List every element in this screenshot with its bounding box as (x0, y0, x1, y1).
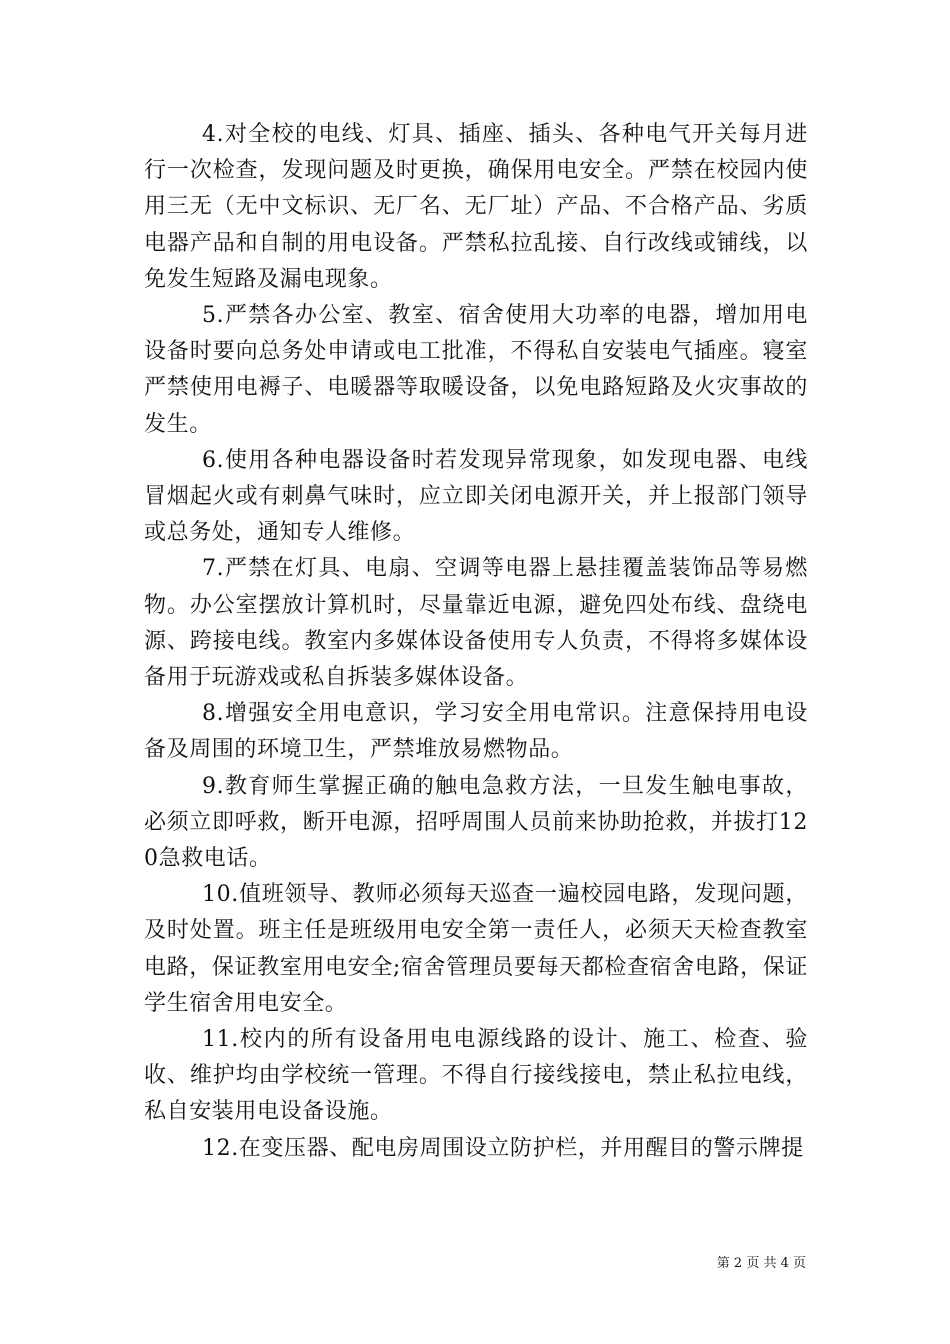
page-number-footer: 第 2 页 共 4 页 (716, 1256, 806, 1271)
paragraph-item-5: 5.严禁各办公室、教室、宿舍使用大功率的电器，增加用电设备时要向总务处申请或电工批准，不得私自安装电气插座。寝室严禁使用电褥子、电暖器等取暖设备，以免电路短路及火灾事故的发生。 (144, 303, 808, 437)
paragraph-item-6: 6.使用各种电器设备时若发现异常现象，如发现电器、电线冒烟起火或有刺鼻气味时，应立即关闭电源开关，并上报部门领导或总务处，通知专人维修。 (144, 447, 808, 546)
paragraph-item-4: 4.对全校的电线、灯具、插座、插头、各种电气开关每月进行一次检查，发现问题及时更换，确保用电安全。严禁在校园内使用三无（无中文标识、无厂名、无厂址）产品、不合格产品、劣质电器产品和自制的用电设备。严禁私拉乱接、自行改线或铺线，以免发生短路及漏电现象。 (144, 122, 808, 292)
paragraph-item-11: 11.校内的所有设备用电电源线路的设计、施工、检查、验收、维护均由学校统一管理。不得自行接线接电，禁止私拉电线，私自安装用电设备设施。 (144, 1027, 808, 1125)
document-body (144, 117, 808, 1167)
paragraph-item-8: 8.增强安全用电意识，学习安全用电常识。注意保持用电设备及周围的环境卫生，严禁堆放易燃物品。 (144, 701, 808, 763)
paragraph-item-10: 10.值班领导、教师必须每天巡查一遍校园电路，发现问题，及时处置。班主任是班级用电安全第一责任人，必须天天检查教室电路，保证教室用电安全;宿舍管理员要每天都检查宿舍电路，保证学生宿舍用电安全。 (144, 882, 808, 1016)
paragraph-item-7: 7.严禁在灯具、电扇、空调等电器上悬挂覆盖装饰品等易燃物。办公室摆放计算机时，尽量靠近电源，避免四处布线、盘绕电源、跨接电线。教室内多媒体设备使用专人负责，不得将多媒体设备用于玩游戏或私自拆装多媒体设备。 (144, 556, 808, 691)
paragraph-item-12: 12.在变压器、配电房周围设立防护栏，并用醒目的警示牌提 (202, 1135, 804, 1161)
paragraph-item-9: 9.教育师生掌握正确的触电急救方法，一旦发生触电事故，必须立即呼救，断开电源，招呼周围人员前来协助抢救，并拔打120急救电话。 (144, 773, 808, 872)
